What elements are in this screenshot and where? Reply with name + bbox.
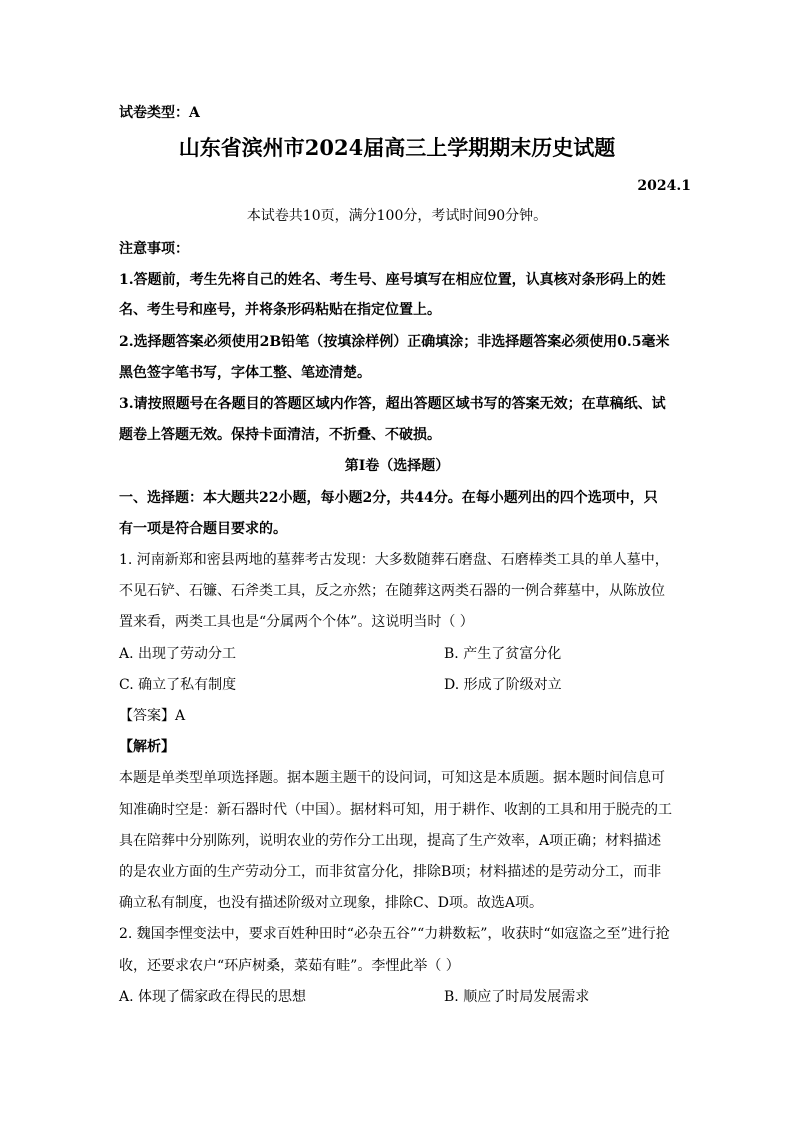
paper-type-label: 试卷类型：A [119,105,200,121]
question-1-answer: 【答案】A [119,708,186,724]
question-1-option-c: C. 确立了私有制度 [119,677,237,693]
section-instruction: 一、选择题：本大题共22小题，每小题2分，共44分。在每小题列出的四个选项中，只 [119,490,658,506]
question-1-option-a: A. 出现了劳动分工 [119,646,237,662]
question-1-analysis: 本题是单类型单项选择题。据本题主题干的设问词，可知这是本质题。据本题时间信息可 [119,770,665,786]
question-1-analysis: 知准确时空是：新石器时代（中国）。据材料可知，用于耕作、收割的工具和用于脱壳的工 [119,802,672,818]
section-instruction: 有一项是符合题目要求的。 [119,521,287,537]
question-1-stem: 置来看，两类工具也是“分属两个个体”。这说明当时（ ） [119,614,474,630]
question-1-analysis: 的是农业方面的生产劳动分工，而非贫富分化，排除B项；材料描述的是劳动分工，而非 [119,864,662,880]
question-1-analysis: 具在陪葬中分别陈列，说明农业的劳作分工出现，提高了生产效率，A项正确；材料描述 [119,833,662,849]
question-1-analysis-label: 【解析】 [119,739,175,755]
question-1-analysis: 确立私有制度，也没有描述阶级对立现象，排除C、D项。故选A项。 [119,895,544,911]
exam-date: 2024.1 [637,178,691,194]
question-1-stem: 不见石铲、石镰、石斧类工具，反之亦然；在随葬这两类石器的一例合葬墓中，从陈放位 [119,583,665,599]
exam-summary: 本试卷共10页，满分100分，考试时间90分钟。 [246,208,548,224]
notice-line: 名、考生号和座号，并将条形码粘贴在指定位置上。 [119,302,441,318]
question-2-stem: 收，还要求农户“环庐树桑，菜茹有畦”。李悝此举（ ） [119,958,460,974]
exam-title: 山东省滨州市2024届高三上学期期末历史试题 [178,135,616,160]
notice-heading: 注意事项： [119,241,189,257]
notice-line: 1.答题前，考生先将自己的姓名、考生号、座号填写在相应位置，认真核对条形码上的姓 [119,272,666,288]
notice-line: 2.选择题答案必须使用2B铅笔（按填涂样例）正确填涂；非选择题答案必须使用0.5毫米 [119,334,670,350]
question-1-stem: 1. 河南新郑和密县两地的墓葬考古发现：大多数随葬石磨盘、石磨棒类工具的单人墓中， [119,552,669,568]
notice-line: 3.请按照题号在各题目的答题区域内作答，超出答题区域书写的答案无效；在草稿纸、试 [119,396,666,412]
question-2-stem: 2. 魏国李悝变法中，要求百姓种田时“必杂五谷”“力耕数耘”，收获时“如寇盗之至”进行抢 [119,926,670,942]
question-2-option-b: B. 顺应了时局发展需求 [444,989,590,1005]
question-2-option-a: A. 体现了儒家政在得民的思想 [119,989,307,1005]
section-title: 第Ⅰ卷（选择题） [344,458,450,474]
notice-line: 黑色签字笔书写，字体工整、笔迹清楚。 [119,365,371,381]
question-1-option-b: B. 产生了贫富分化 [444,646,562,662]
question-1-option-d: D. 形成了阶级对立 [444,677,562,693]
notice-line: 题卷上答题无效。保持卡面清洁，不折叠、不破损。 [119,427,441,443]
